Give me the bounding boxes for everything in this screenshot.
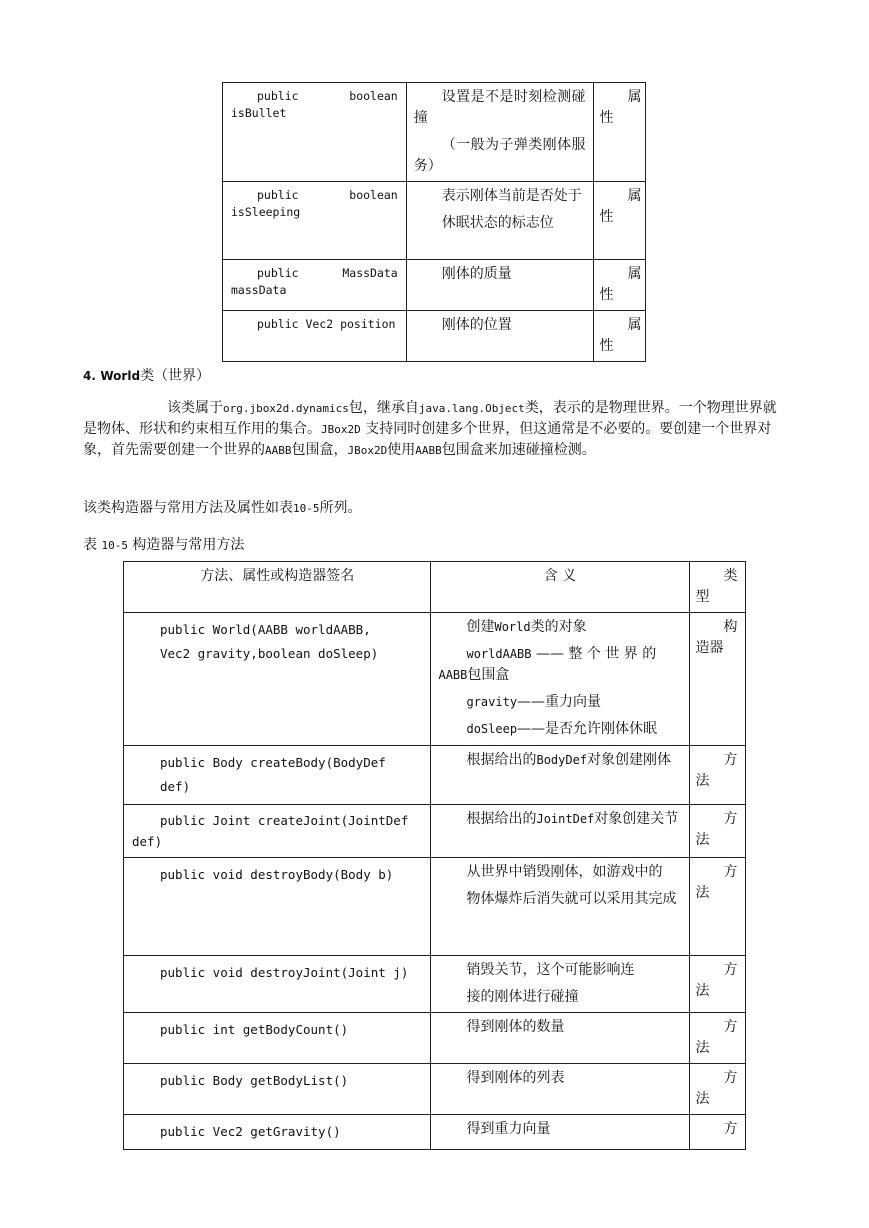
text-run: 该类属于	[167, 400, 223, 416]
description-cell	[431, 956, 689, 1013]
signature-line: public int getBodyCount()	[160, 1022, 349, 1037]
signature-cell	[124, 746, 431, 805]
code-term: World	[494, 620, 531, 634]
text-run: 构造器与常用方法	[132, 537, 245, 553]
description-line: 刚体的位置	[441, 317, 512, 333]
signature-cell	[124, 1115, 431, 1150]
text-run: 创建	[466, 619, 495, 635]
description-cell	[406, 260, 593, 311]
table-header-row	[124, 562, 746, 613]
table-row	[124, 1013, 746, 1064]
description-line: （一般为子弹类刚体服务）	[413, 137, 586, 174]
text-run: 类的对象	[530, 619, 587, 635]
text-run: 包，继承自	[348, 400, 419, 416]
description-line	[438, 617, 681, 638]
type-label: 属性	[599, 317, 642, 354]
code-term: JointDef	[536, 812, 595, 826]
signature-line: public void destroyBody(Body b)	[160, 867, 394, 882]
description-cell	[431, 613, 689, 746]
code-term: worldAABB	[466, 647, 532, 661]
type-label: 方法	[695, 1019, 738, 1056]
sig-name: isSleeping	[231, 205, 301, 219]
signature-line: public void destroyJoint(Joint j)	[160, 965, 409, 980]
table-row	[124, 805, 746, 858]
text-run: 所列。	[319, 500, 362, 516]
section-number: 4.	[83, 369, 96, 383]
description-line	[438, 809, 681, 830]
type-cell	[593, 311, 646, 362]
type-cell	[689, 858, 745, 956]
signature-cell	[124, 956, 431, 1013]
text-run: 该类构造器与常用方法及属性如表	[83, 500, 293, 516]
type-label: 方法	[695, 811, 738, 848]
signature-cell	[223, 83, 407, 182]
aabb-term: AABB	[415, 444, 442, 457]
text-run: 根据给出的	[466, 752, 537, 768]
description-line	[438, 644, 681, 686]
signature-cell	[223, 260, 407, 311]
signature-line: public Joint createJoint(JointDef	[160, 813, 409, 828]
type-cell	[689, 1013, 745, 1064]
library-name: JBox2D	[347, 444, 388, 457]
type-label: 方法	[695, 864, 738, 901]
signature-line: public Body createBody(BodyDef def)	[160, 755, 386, 794]
sig-modifier: public	[257, 188, 299, 202]
signature-cell	[124, 613, 431, 746]
table-row	[124, 613, 746, 746]
description-cell	[431, 805, 689, 858]
sig-name: massData	[231, 283, 287, 297]
type-cell	[689, 1115, 745, 1150]
description-cell	[406, 311, 593, 362]
signature-cell	[124, 858, 431, 956]
description-line: 设置是不是时刻检测碰撞	[413, 89, 586, 126]
description-line: 接的刚体进行碰撞	[466, 989, 579, 1005]
sig-type: boolean	[349, 188, 398, 202]
description-line: 销毁关节，这个可能影响连	[466, 962, 635, 978]
sig-modifier: public	[257, 89, 299, 103]
table-number: 10-5	[293, 502, 320, 515]
signature-line: public Vec2 getGravity()	[160, 1124, 341, 1139]
type-cell	[593, 260, 646, 311]
type-label: 方	[723, 1121, 738, 1137]
description-cell	[431, 1013, 689, 1064]
sig-type: MassData	[342, 266, 398, 280]
header-type: 类型	[689, 562, 745, 613]
text-run: 使用	[387, 442, 416, 458]
package-name: org.jbox2d.dynamics	[223, 402, 349, 415]
type-cell	[689, 613, 745, 746]
code-term: AABB	[438, 668, 468, 682]
code-term: doSleep	[466, 722, 518, 736]
description-line: 得到刚体的数量	[466, 1019, 565, 1035]
header-signature: 方法、属性或构造器签名	[124, 562, 431, 613]
world-description-paragraph	[83, 398, 783, 461]
signature-cell	[124, 1064, 431, 1115]
type-label: 属性	[599, 89, 642, 126]
type-label: 方法	[695, 1070, 738, 1107]
table-row	[124, 746, 746, 805]
sig-modifier: public	[257, 266, 299, 280]
description-line	[438, 692, 681, 713]
description-line: 表示刚体当前是否处于	[441, 188, 582, 204]
table-row	[124, 1064, 746, 1115]
text-run: 根据给出的	[466, 811, 537, 827]
description-line: 从世界中销毁刚体，如游戏中的	[466, 864, 663, 880]
signature-line: public World(AABB worldAABB,	[160, 622, 371, 637]
table-row	[223, 83, 646, 182]
table-row	[124, 858, 746, 956]
type-label: 方法	[695, 962, 738, 999]
signature-cell	[223, 182, 407, 260]
text-run: 表	[83, 537, 97, 553]
attribute-table	[222, 82, 646, 362]
library-name: JBox2D	[321, 423, 361, 436]
description-cell	[406, 83, 593, 182]
sig-type: boolean	[349, 89, 398, 103]
text-run: 包围盒来加速碰撞检测。	[441, 442, 596, 458]
type-cell	[593, 83, 646, 182]
signature-cell	[124, 1013, 431, 1064]
description-line: 得到刚体的列表	[466, 1070, 565, 1086]
table-caption	[83, 534, 244, 554]
signature-cell	[223, 311, 407, 362]
sig-full: public Vec2 position	[257, 317, 396, 331]
table-row	[124, 1115, 746, 1150]
code-term: BodyDef	[536, 753, 588, 767]
type-label: 构造器	[695, 619, 738, 656]
text-run: ——重力向量	[517, 694, 602, 710]
text-run: —— 整 个 世 界 的	[531, 646, 657, 662]
table-row	[223, 182, 646, 260]
section-title: 类（世界）	[140, 368, 211, 384]
text-run: 类，表示的是物理世界。一个物理世界就是物体、形状和约束相互作用的集合。	[83, 400, 777, 437]
type-label: 属性	[599, 188, 642, 225]
code-term: gravity	[466, 695, 518, 709]
text-run: ——是否允许刚体休眠	[517, 721, 658, 737]
description-cell	[431, 858, 689, 956]
description-line: 物体爆炸后消失就可以采用其完成	[466, 891, 677, 907]
description-cell	[431, 1115, 689, 1150]
type-cell	[689, 805, 745, 858]
description-line	[438, 719, 681, 740]
sig-name: isBullet	[231, 106, 287, 120]
description-line: 得到重力向量	[466, 1121, 551, 1137]
table-reference-paragraph	[83, 497, 362, 517]
section-heading	[83, 365, 210, 385]
type-cell	[689, 746, 745, 805]
table-number: 10-5	[101, 539, 128, 552]
description-cell	[431, 746, 689, 805]
type-label: 方法	[695, 752, 738, 789]
table-row	[124, 956, 746, 1013]
text-run: 支持同时创建多个世界，但这通常是不必要的。要创建一个世界对象，首先需要创建一个世界的	[83, 421, 772, 458]
type-cell	[689, 956, 745, 1013]
text-run: 包围盒，	[291, 442, 348, 458]
description-line: 刚体的质量	[441, 266, 512, 282]
section-class-name: World	[100, 369, 141, 383]
text-run: 对象创建刚体	[587, 752, 672, 768]
table-row	[223, 311, 646, 362]
aabb-term: AABB	[265, 444, 292, 457]
description-line: 休眠状态的标志位	[441, 215, 554, 231]
signature-cell	[124, 805, 431, 858]
header-meaning: 含 义	[431, 562, 689, 613]
signature-line: public Body getBodyList()	[160, 1073, 349, 1088]
signature-line: def)	[132, 834, 163, 849]
type-cell	[593, 182, 646, 260]
text-run: 对象创建关节	[594, 811, 679, 827]
description-cell	[406, 182, 593, 260]
text-run: 包围盒	[467, 667, 510, 683]
signature-line: Vec2 gravity,boolean doSleep)	[160, 646, 379, 661]
description-cell	[431, 1064, 689, 1115]
table-row	[223, 260, 646, 311]
type-cell	[689, 1064, 745, 1115]
parent-class-name: java.lang.Object	[418, 402, 525, 415]
type-label: 属性	[599, 266, 642, 303]
description-line	[438, 750, 681, 771]
world-method-table	[123, 561, 746, 1150]
